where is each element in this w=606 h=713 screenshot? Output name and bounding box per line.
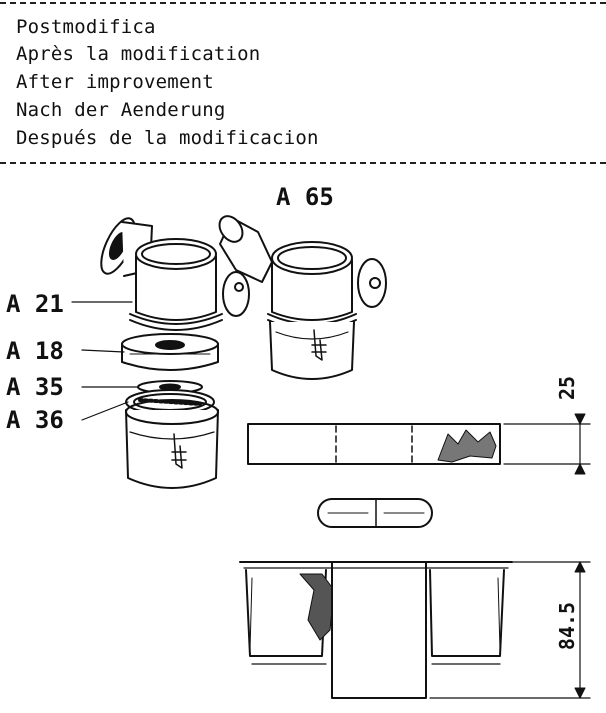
label-a36: A 36 — [6, 406, 64, 434]
caption-english: After improvement — [16, 71, 214, 93]
caption-spanish: Después de la modificacion — [16, 127, 319, 149]
caption-french: Après la modification — [16, 43, 261, 65]
label-a65: A 65 — [276, 183, 334, 211]
small-filter-capsule — [318, 499, 432, 527]
dimension-25-label: 25 — [555, 375, 579, 401]
caption-german: Nach der Aenderung — [16, 99, 226, 121]
label-a21: A 21 — [6, 290, 64, 318]
filter-element-side-view — [248, 414, 590, 474]
leader-lines — [72, 302, 138, 420]
dimension-84-5-label: 84.5 — [555, 601, 579, 651]
label-a18: A 18 — [6, 337, 64, 365]
label-a35: A 35 — [6, 373, 64, 401]
filter-assembly-section — [240, 562, 590, 698]
caption-italian: Postmodifica — [16, 16, 156, 38]
